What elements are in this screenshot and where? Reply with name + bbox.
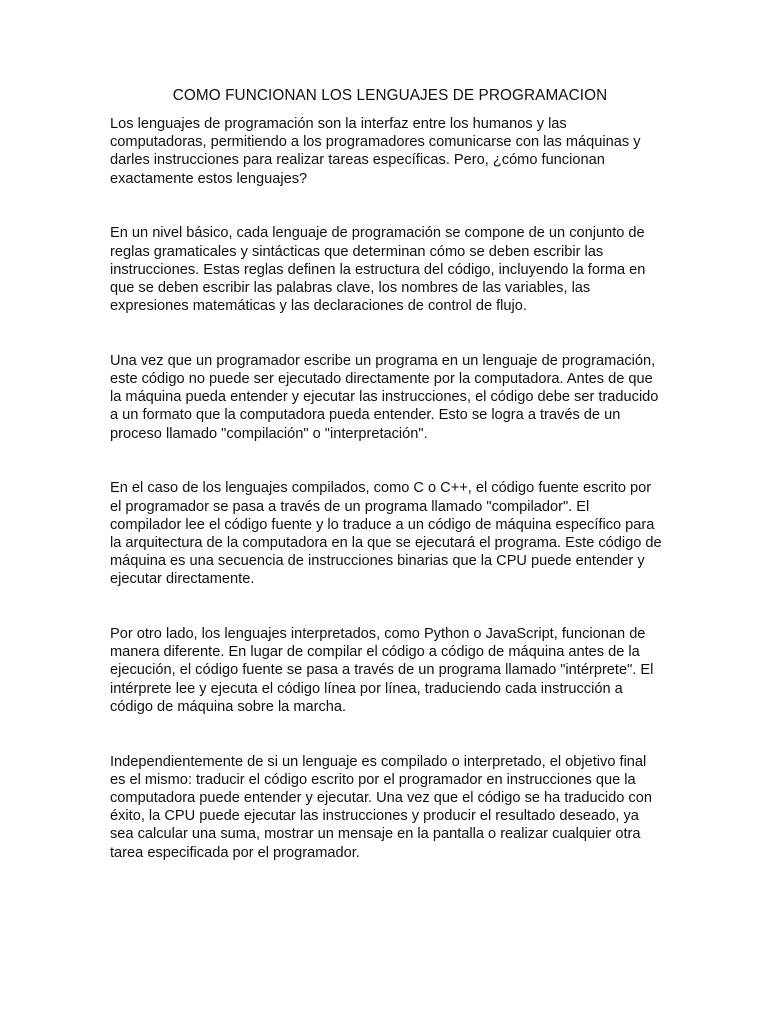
paragraph-intro: Los lenguajes de programación son la interfaz entre los humanos y las computadoras, permitiendo a los programadores comunicarse con las máquinas y darles instrucciones para realizar tareas específicas. Pero, ¿cómo funcionan exactamente estos lenguajes? — [110, 116, 641, 187]
document-title: COMO FUNCIONAN LOS LENGUAJES DE PROGRAMACION — [172, 87, 608, 104]
paragraph-translation: Una vez que un programador escribe un programa en un lenguaje de programación, este código no puede ser ejecutado directamente por la computadora. Antes de que la máquina pueda entender y ejecutar las instrucciones, el código debe ser traducido a un formato que la computadora pueda entender. Esto se logra a través de un proceso llamado "compilación" o "interpretación". — [110, 352, 659, 442]
paragraph-conclusion: Independientemente de si un lenguaje es compilado o interpretado, el objetivo final es el mismo: traducir el código escrito por el programador en instrucciones que la computadora puede entender y ejecutar. Una vez que el código se ha traducido con éxito, la CPU puede ejecutar las instrucciones y producir el resultado deseado, ya sea calcular una suma, mostrar un mensaje en la pantalla o realizar cualquier otra tarea especificada por el programador. — [110, 753, 652, 861]
paragraph-interpreted-languages: Por otro lado, los lenguajes interpretados, como Python o JavaScript, funcionan de manera diferente. En lugar de compilar el código a código de máquina antes de la ejecución, el código fuente se pasa a través de un programa llamado "intérprete". El intérprete lee y ejecuta el código línea por línea, traduciendo cada instrucción a código de máquina sobre la marcha. — [110, 626, 654, 715]
paragraph-compiled-languages: En el caso de los lenguajes compilados, como C o C++, el código fuente escrito por el programador se pasa a través de un programa llamado "compilador". El compilador lee el código fuente y lo traduce a un código de máquina específico para la arquitectura de la computadora en la que se ejecutará el programa. Este código de máquina es una secuencia de instrucciones binarias que la CPU puede entender y ejecutar directamente. — [110, 480, 662, 588]
paragraph-basic-level: En un nivel básico, cada lenguaje de programación se compone de un conjunto de reglas gramaticales y sintácticas que determinan cómo se deben escribir las instrucciones. Estas reglas definen la estructura del código, incluyendo la forma en que se deben escribir las palabras clave, los nombres de las variables, las expresiones matemáticas y las declaraciones de control de flujo. — [110, 225, 646, 315]
document-page — [110, 86, 662, 862]
